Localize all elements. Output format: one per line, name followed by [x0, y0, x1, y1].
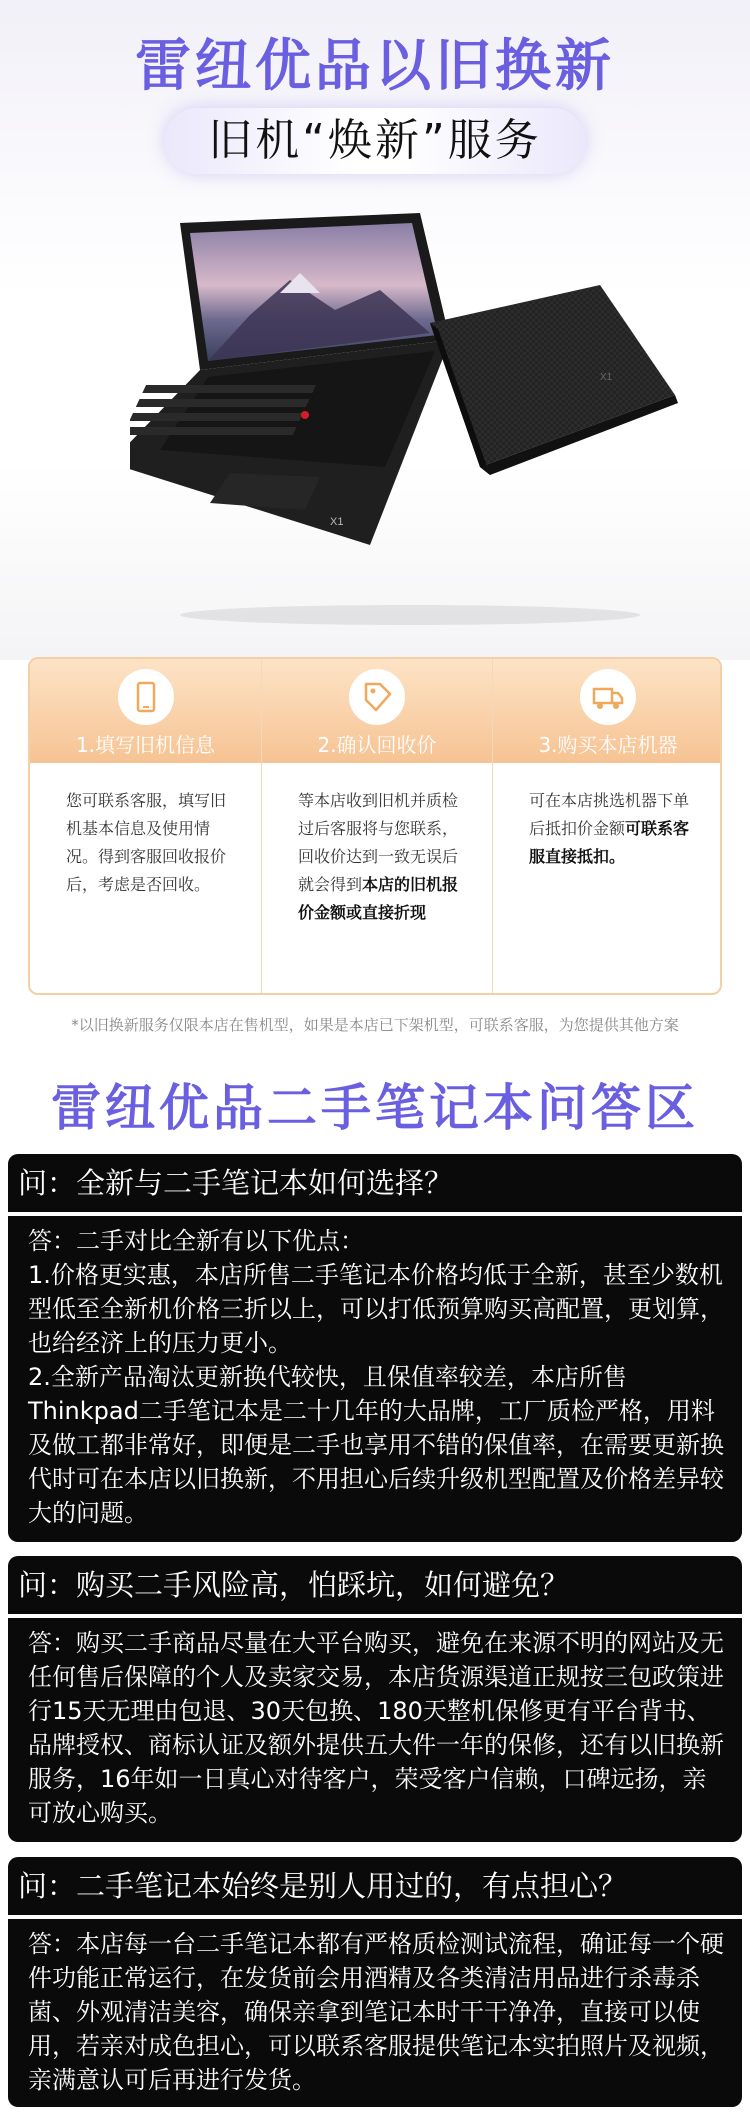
step-title: 3.购买本店机器 [538, 733, 678, 757]
laptop-product-image [130, 205, 690, 635]
step-description [529, 787, 699, 871]
svg-text:X1: X1 [600, 372, 613, 383]
qa-answer: 答：二手对比全新有以下优点： 1.价格更实惠，本店所售二手笔记本价格均低于全新，甚至少数机型低至全新机价格三折以上，可以打低预算购买高配置，更划算，也给经济上的压力更小。 2.全新产品淘汰更新换代较快，且保值率较差，本店所售Thinkpad二手笔记本是二十几年的大品牌，工厂质检严格，用料及做工都非常好，即便是二手也享用不错的保值率，在需要更新换代时可在本店以旧换新，不用担心后续升级机型配置及价格差异较大的问题。 [28, 1227, 724, 1527]
hero-title: 雷纽优品以旧换新 [135, 34, 615, 99]
step-confirm-price [261, 659, 492, 993]
qa-card [8, 1154, 742, 1542]
step-text-bold: 可联系客服直接抵扣。 [529, 819, 690, 866]
price-tag-icon [349, 669, 405, 725]
trade-in-footnote: *以旧换新服务仅限本店在售机型，如果是本店已下架机型，可联系客服，为您提供其他方案 [71, 1016, 679, 1034]
step-text-bold: 本店的旧机报价金额或直接折现 [298, 875, 459, 922]
step-title: 2.确认回收价 [317, 733, 437, 757]
step-text: 等本店收到旧机并质检过后客服将与您联系，回收价达到一致无误后就会得到 [298, 791, 459, 894]
qa-divider [8, 1915, 742, 1919]
qa-answer: 答：本店每一台二手笔记本都有严格质检测试流程，确证每一个硬件功能正常运行，在发货前会用酒精及各类清洁用品进行杀毒杀菌、外观清洁美容，确保亲拿到笔记本时干干净净，直接可以使用，若亲对成色担心，可以联系客服提供笔记本实拍照片及视频，亲满意认可后再进行发货。 [28, 1930, 724, 2094]
trade-in-steps-panel [28, 657, 722, 995]
step-description [298, 787, 468, 927]
qa-divider [8, 1212, 742, 1216]
truck-icon [580, 669, 636, 725]
step-title: 1.填写旧机信息 [75, 733, 216, 757]
svg-text:X1: X1 [330, 516, 344, 528]
qa-card [8, 1556, 742, 1842]
qa-question: 问：购买二手风险高，怕踩坑，如何避免？ [18, 1568, 570, 1602]
step-buy-machine [492, 659, 722, 993]
step-text: 您可联系客服，填写旧机基本信息及使用情况。得到客服回收报价后，考虑是否回收。 [66, 791, 227, 894]
step-description [66, 787, 236, 899]
qa-question: 问：全新与二手笔记本如何选择？ [18, 1166, 454, 1200]
qa-divider [8, 1614, 742, 1618]
hero-banner [0, 0, 750, 660]
qa-answer: 答：购买二手商品尽量在大平台购买，避免在来源不明的网站及无任何售后保障的个人及卖家交易，本店货源渠道正规按三包政策进行15天无理由包退、30天包换、180天整机保修更有平台背书、品牌授权、商标认证及额外提供五大件一年的保修，还有以旧换新服务，16年如一日真心对待客户，荣受客户信赖，口碑远扬，亲可放心购买。 [28, 1629, 724, 1827]
qa-question: 问：二手笔记本始终是别人用过的，有点担心？ [18, 1869, 628, 1903]
qa-card [8, 1857, 742, 2107]
step-text: 可在本店挑选机器下单后抵扣价金额 [529, 791, 690, 838]
qa-section-title: 雷纽优品二手笔记本问答区 [51, 1079, 699, 1137]
hero-subtitle: 旧机“焕新”服务 [208, 115, 542, 166]
phone-icon [118, 669, 174, 725]
step-fill-info [30, 659, 261, 993]
